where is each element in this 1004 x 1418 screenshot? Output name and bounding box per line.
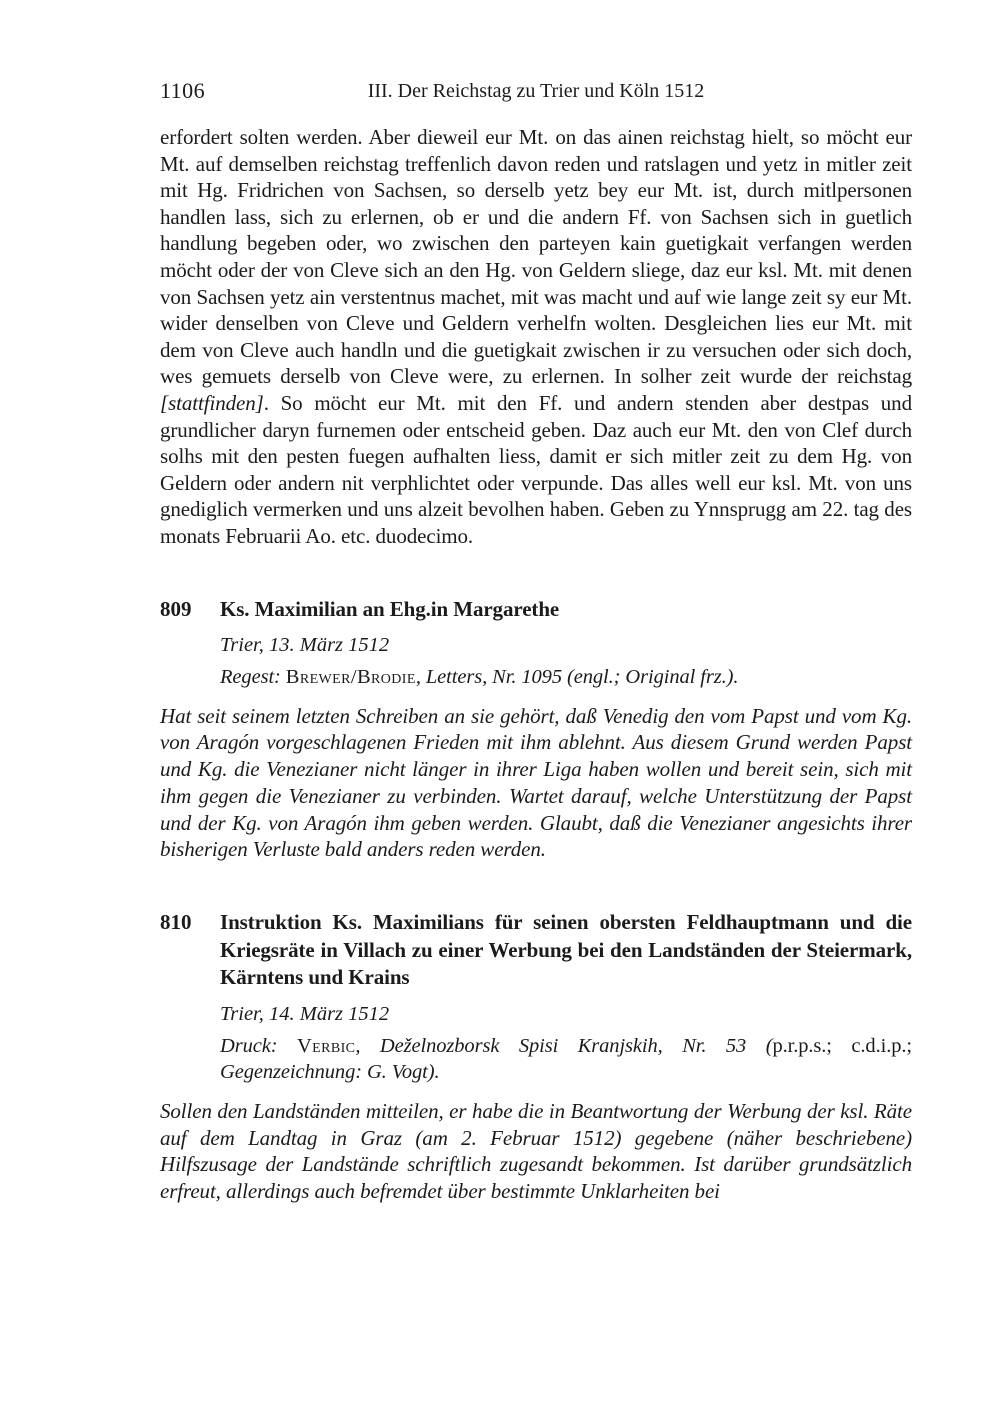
entry-heading [160, 596, 912, 624]
reference-label: Druck: [220, 1034, 297, 1057]
reference-label: Regest: [220, 666, 286, 688]
entry-reference [220, 1033, 912, 1086]
reference-source-smallcaps: Brewer/Brodie [285, 666, 416, 688]
entry-dateline: Trier, 14. März 1512 [220, 1002, 390, 1025]
entry-title: Instruktion Ks. Maximilians für seinen obersten Feldhauptmann und die Kriegsräte in Villach zu einer Werbung bei den Landständen der Steiermark, Kärntens und Krains [220, 910, 912, 990]
entry-summary: Hat seit seinem letzten Schreiben an sie gehört, daß Venedig den vom Papst und vom Kg. von Aragón vorgeschlagenen Frieden mit ihm ablehnt. Aus diesem Grund werden Papst und Kg. die Venezianer nicht länger in ihrer Liga haben wollen und bereit sein, sich mit ihm gegen die Venezianer zu verbinden. Wartet darauf, welche Unterstützung der Papst und der Kg. von Aragón ihm geben werden. Glaubt, daß die Venezianer angesichts ihrer bisherigen Verluste bald anders reden werden. [160, 703, 912, 862]
entry-dateline: Trier, 13. März 1512 [220, 634, 390, 656]
continuation-editorial-insert: [stattfinden] [160, 390, 264, 415]
entry-heading [160, 909, 912, 992]
reference-note-roman: p.r.p.s.; c.d.i.p.; [772, 1034, 912, 1057]
entry-summary: Sollen den Landständen mitteilen, er habe die in Beantwortung der Werbung der ksl. Räte auf dem Landtag in Graz (am 2. Februar 1512) gegebene (näher beschriebene) Hilfszusage der Landstände schriftlich zugesandt bekommen. Ist darüber grundsätzlich erfreut, allerdings auch befremdet über bestimmte Unklarheiten bei [160, 1098, 912, 1204]
running-header-title: III. Der Reichstag zu Trier und Köln 1512 [367, 80, 705, 102]
regest-entry-810 [160, 909, 912, 1205]
entry-number: 810 [160, 910, 192, 935]
continuation-text-before: erfordert solten werden. Aber dieweil eur Mt. on das ainen reichstag hielt, so möcht eur Mt. auf demselben reichstag treffenlich davon reden und ratslagen und yetz in mitler zeit mit Hg. Fridrichen von Sachsen, so derselb yetz bey eur Mt. ist, durch mitlpersonen handlen lass, sich zu erlernen, ob er und die andern Ff. von Sachsen sich in guetlich handlung begeben oder, wo zwischen den parteyen kain guetigkait verfangen werden möcht oder der von Cleve sich an den Hg. von Geldern sliege, daz eur ksl. Mt. mit denen von Sachsen yetz ain verstentnus machet, mit was macht und auf wie lange zeit sy eur Mt. wider denselben von Cleve und Geldern verhelfn wolten. Desgleichen lies eur Mt. mit dem von Cleve auch handln und die guetigkait zwischen ir zu versuchen oder sich doch, wes gemuets derselb von Cleve were, zu erlernen. In solher zeit wurde der reichstag [160, 125, 912, 389]
entry-reference [220, 664, 912, 691]
continuation-text-after: . So möcht eur Mt. mit den Ff. und andern stenden aber destpas und grundlicher daryn furnemen oder entscheid geben. Daz auch eur Mt. den von Clef durch solhs mit den pesten fuegen aufhalten liess, damit er sich mitler zeit zu dem Hg. von Geldern oder andern nit verphlichtet oder verpunde. Das alles well eur ksl. Mt. von uns gnediglich vermerken und uns alzeit bevolhen haben. Geben zu Ynnsprugg am 22. tag des monats Februarii Ao. etc. duodecimo. [160, 390, 912, 548]
continuation-paragraph [160, 124, 912, 550]
reference-citation-italic-end: Gegenzeichnung: G. Vogt). [220, 1061, 440, 1084]
entry-number: 809 [160, 596, 192, 621]
page-number: 1106 [160, 78, 206, 103]
reference-citation-italic: , Deželnozborsk Spisi Kranjskih, Nr. 53 ( [355, 1034, 773, 1057]
reference-source-smallcaps: Verbic [296, 1034, 356, 1057]
regest-entry-809 [160, 596, 912, 864]
entry-title: Ks. Maximilian an Ehg.in Margarethe [220, 596, 560, 621]
running-head [160, 78, 912, 104]
reference-citation-italic: , Letters, Nr. 1095 (engl.; Original frz.). [415, 666, 739, 688]
